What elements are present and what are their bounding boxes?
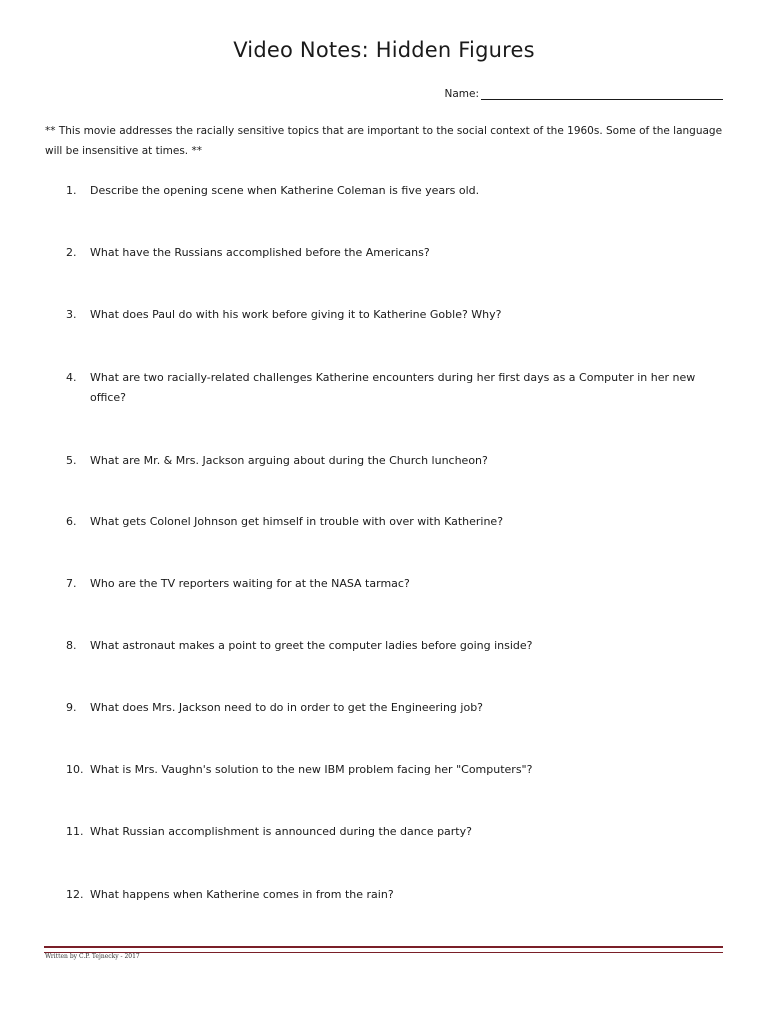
question-item xyxy=(66,760,716,780)
question-item xyxy=(66,305,716,325)
question-number: 5. xyxy=(66,454,77,467)
question-item xyxy=(66,181,716,201)
question-text: What happens when Katherine comes in from the rain? xyxy=(90,888,394,901)
question-item xyxy=(66,243,716,263)
question-number: 8. xyxy=(66,639,77,652)
footer-divider xyxy=(44,946,723,953)
question-item xyxy=(66,636,716,656)
question-number: 3. xyxy=(66,308,77,321)
question-text: What are two racially-related challenges Katherine encounters during her first days as a Computer in her new office? xyxy=(90,371,696,404)
question-item xyxy=(66,368,716,408)
question-number: 1. xyxy=(66,184,77,197)
question-text: What does Paul do with his work before giving it to Katherine Goble? Why? xyxy=(90,308,502,321)
question-item xyxy=(66,698,716,718)
question-text: What does Mrs. Jackson need to do in order to get the Engineering job? xyxy=(90,701,484,714)
question-item xyxy=(66,574,716,594)
footer-credit: Written by C.P. Tejnecky - 2017 xyxy=(45,953,140,960)
question-text: What is Mrs. Vaughn's solution to the new IBM problem facing her "Computers"? xyxy=(90,763,533,776)
question-number: 2. xyxy=(66,246,77,259)
question-item xyxy=(66,451,716,471)
question-number: 12. xyxy=(66,888,84,901)
question-text: What are Mr. & Mrs. Jackson arguing about during the Church luncheon? xyxy=(90,454,488,467)
question-text: What astronaut makes a point to greet the computer ladies before going inside? xyxy=(90,639,533,652)
question-text: Describe the opening scene when Katherine Coleman is five years old. xyxy=(90,184,480,197)
question-item xyxy=(66,885,716,905)
question-text: What gets Colonel Johnson get himself in trouble with over with Katherine? xyxy=(90,515,504,528)
question-item xyxy=(66,512,716,532)
question-number: 7. xyxy=(66,577,77,590)
question-number: 10. xyxy=(66,763,84,776)
question-number: 4. xyxy=(66,371,77,384)
question-text: Who are the TV reporters waiting for at the NASA tarmac? xyxy=(90,577,410,590)
question-text: What have the Russians accomplished before the Americans? xyxy=(90,246,430,259)
question-number: 9. xyxy=(66,701,77,714)
question-item xyxy=(66,822,716,842)
page-title: Video Notes: Hidden Figures xyxy=(233,38,535,62)
content-disclaimer: ** This movie addresses the racially sensitive topics that are important to the social context of the 1960s. Some of the language will be insensitive at times. ** xyxy=(45,125,723,157)
question-number: 11. xyxy=(66,825,84,838)
question-number: 6. xyxy=(66,515,77,528)
question-text: What Russian accomplishment is announced during the dance party? xyxy=(90,825,472,838)
name-label: Name: xyxy=(444,88,479,100)
